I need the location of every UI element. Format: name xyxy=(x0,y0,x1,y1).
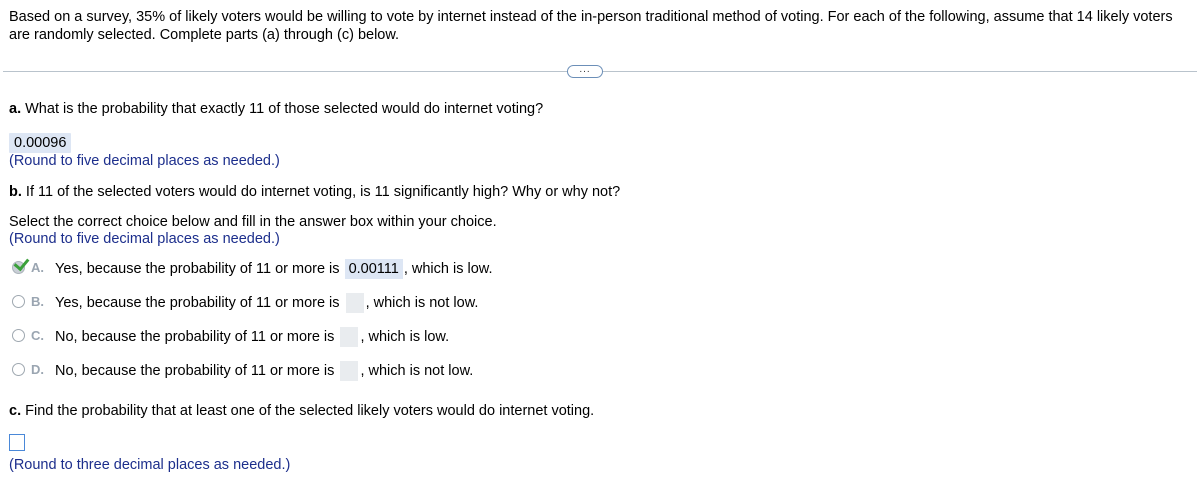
problem-statement: Based on a survey, 35% of likely voters would be willing to vote by internet instead of the in-person traditional method of voting. For each of the following, assume that 14 likely voters are randomly selected. Complete parts (a) through (c) below. xyxy=(9,9,1173,43)
choice-a-text[interactable] xyxy=(55,259,492,279)
part-a-question-text: What is the probability that exactly 11 of those selected would do internet voting? xyxy=(25,101,544,117)
choice-d-after: , which is not low. xyxy=(360,362,474,379)
choice-c-answer-box[interactable] xyxy=(340,327,358,347)
choice-d-letter: D. xyxy=(31,362,44,377)
choice-c-radio[interactable] xyxy=(12,329,25,342)
choice-c-letter: C. xyxy=(31,328,44,343)
choice-c-after: , which is low. xyxy=(360,328,450,345)
choice-d-answer-box[interactable] xyxy=(340,361,358,381)
part-a-question xyxy=(9,101,543,117)
choice-b-after: , which is not low. xyxy=(365,294,479,311)
part-b-label: b. xyxy=(9,184,22,200)
choice-a-answer[interactable]: 0.00111 xyxy=(345,259,403,279)
part-c-answer-input[interactable] xyxy=(9,434,25,451)
choice-c-before: No, because the probability of 11 or more is xyxy=(55,328,335,345)
choice-a-radio[interactable] xyxy=(12,261,25,274)
choice-b-text[interactable] xyxy=(55,293,478,313)
part-c-question-text: Find the probability that at least one of the selected likely voters would do internet voting. xyxy=(25,403,595,419)
expand-more-button[interactable] xyxy=(567,65,603,78)
choice-a-after: , which is low. xyxy=(403,261,493,277)
choice-d-radio[interactable] xyxy=(12,363,25,376)
choice-a-before: Yes, because the probability of 11 or more is xyxy=(55,261,340,277)
choice-d-text[interactable] xyxy=(55,361,473,381)
choice-b-letter: B. xyxy=(31,294,44,309)
part-c-question xyxy=(9,403,594,419)
part-b-instruction: Select the correct choice below and fill in the answer box within your choice. xyxy=(9,214,497,230)
part-a-answer-row xyxy=(9,133,71,153)
choice-a-letter: A. xyxy=(31,260,44,275)
part-a-label: a. xyxy=(9,101,22,117)
part-a-answer[interactable]: 0.00096 xyxy=(9,133,71,153)
choice-b-answer-box[interactable] xyxy=(346,293,364,313)
choice-c-text[interactable] xyxy=(55,327,449,347)
part-c-rounding-note: (Round to three decimal places as needed.) xyxy=(9,457,291,473)
ellipsis-icon: ... xyxy=(579,63,591,75)
part-b-rounding-note: (Round to five decimal places as needed.) xyxy=(9,231,280,247)
part-b-question xyxy=(9,184,620,200)
choice-d-before: No, because the probability of 11 or more is xyxy=(55,362,335,379)
part-b-question-text: If 11 of the selected voters would do internet voting, is 11 significantly high? Why or why not? xyxy=(25,184,621,200)
part-a-rounding-note: (Round to five decimal places as needed.) xyxy=(9,153,280,169)
part-c-label: c. xyxy=(9,403,22,419)
choice-b-radio[interactable] xyxy=(12,295,25,308)
correct-check-icon xyxy=(14,255,30,272)
choice-b-before: Yes, because the probability of 11 or more is xyxy=(55,294,340,311)
